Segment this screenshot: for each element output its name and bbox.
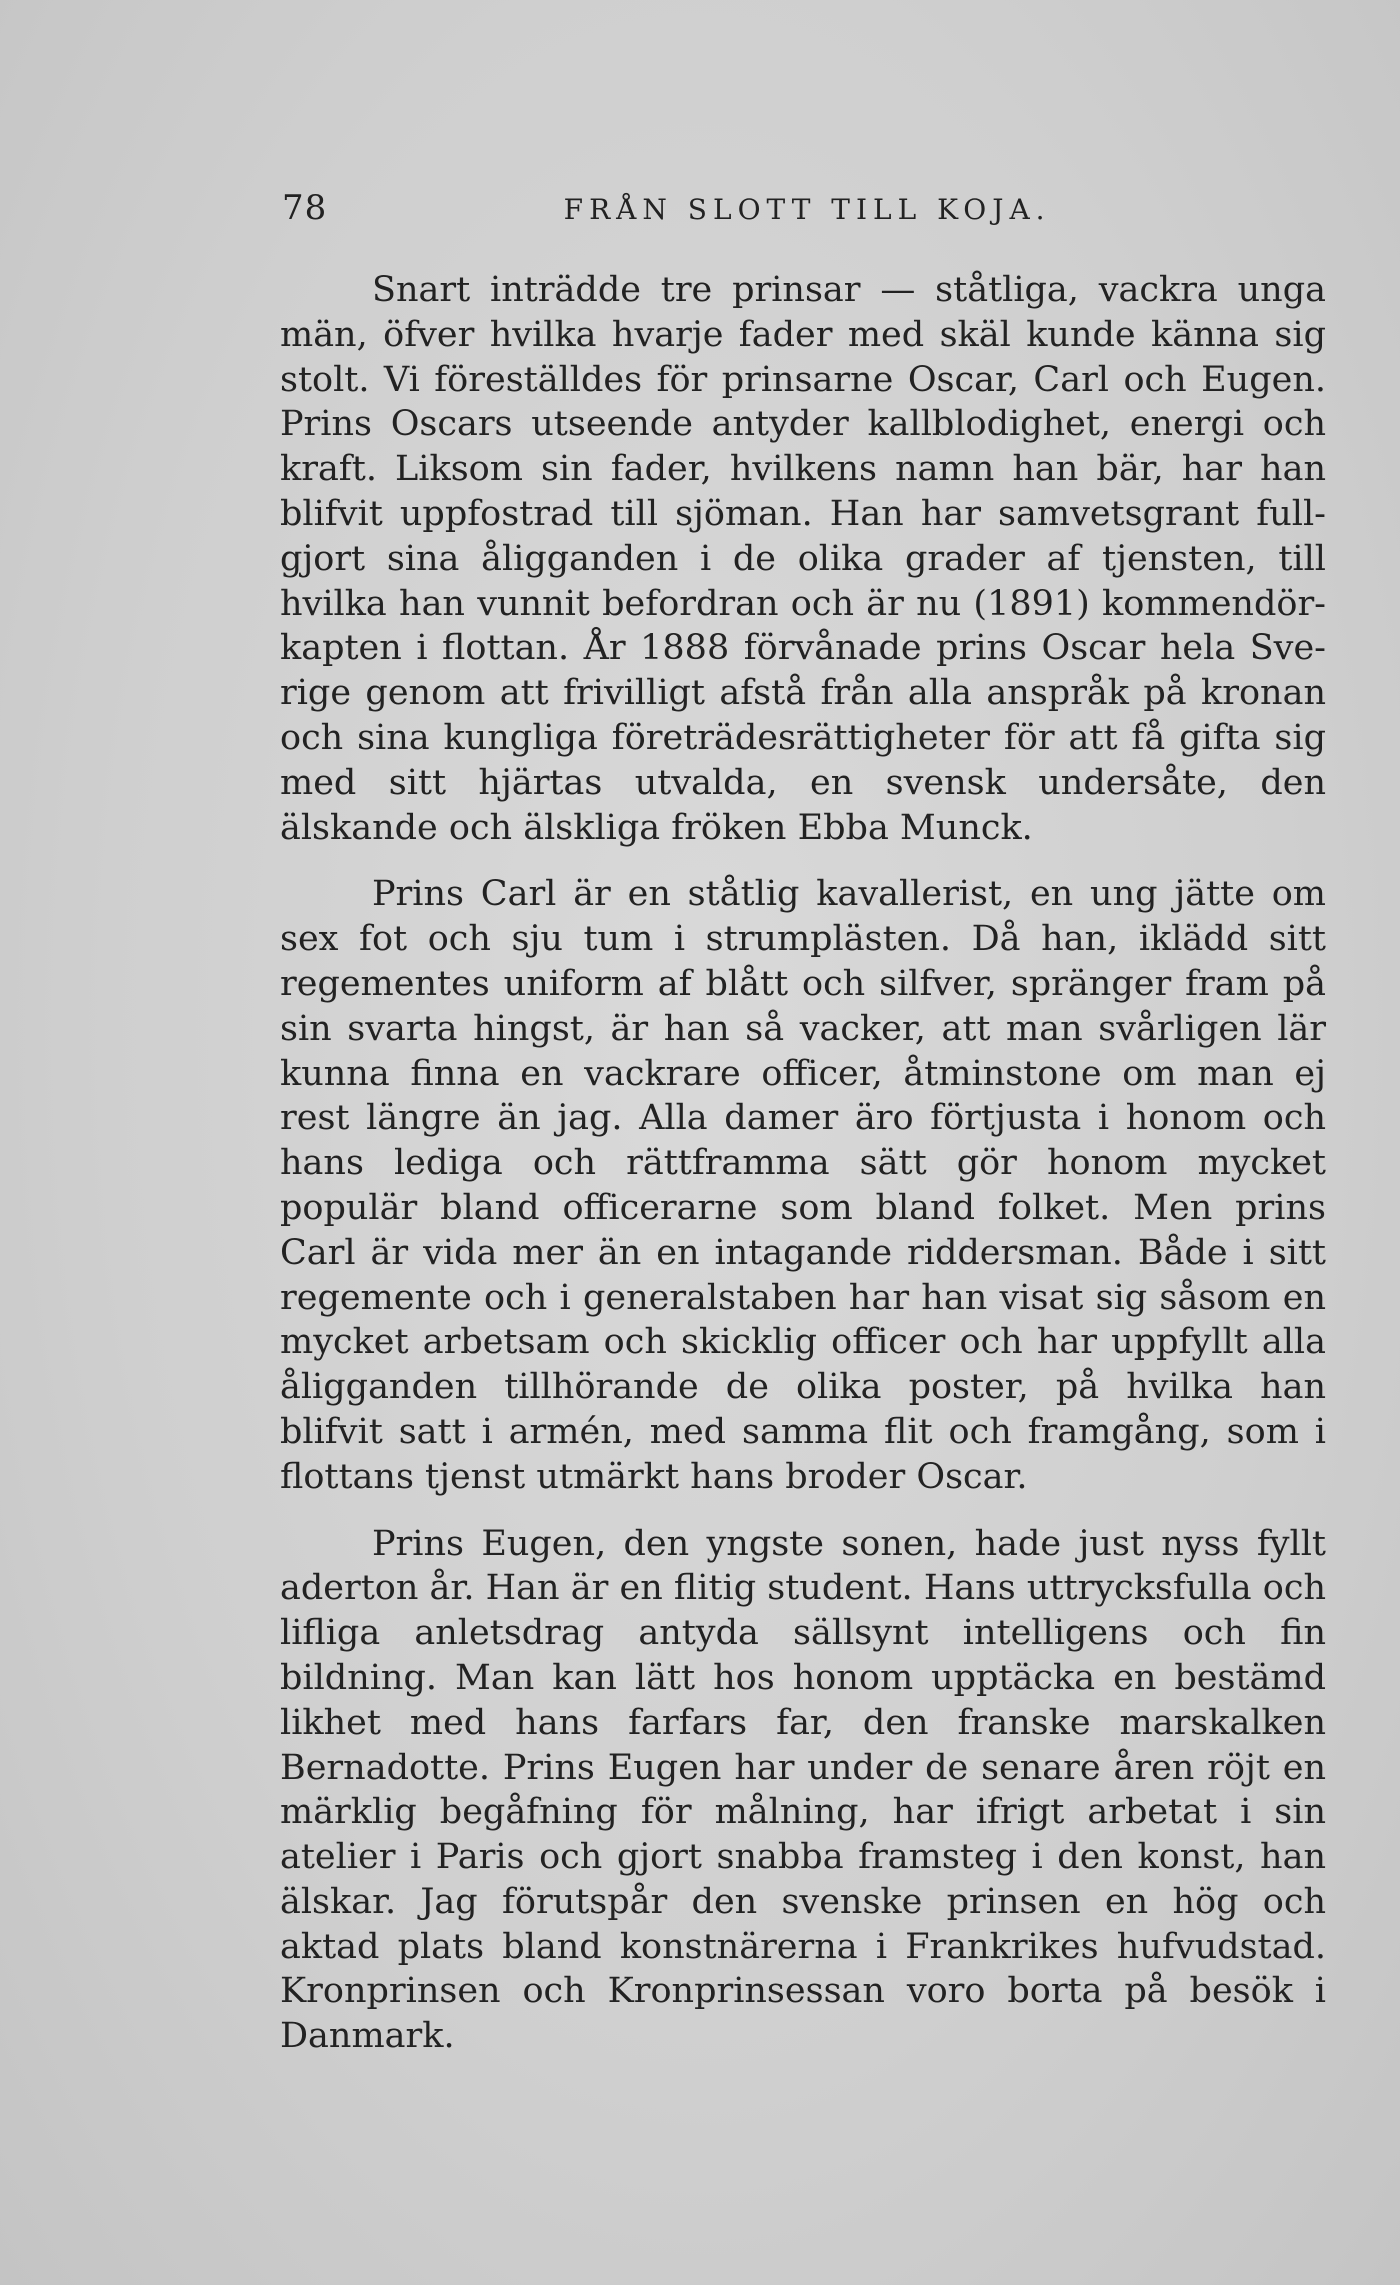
paragraph-princes-intro: Snart inträdde tre prinsar — ståtliga, vackra unga män, öfver hvilka hvarje fader med skäl kunde känna sig stolt. Vi föreställdes för prinsarne Oscar, Carl och Eugen. Prins Oscars utseende antyder kallblodighet, energi och kraft. Liksom sin fader, hvilkens namn han bär, har han blifvit uppfostrad till sjöman. Han har samvetsgrant fullgjort sina åligganden i de olika grader af tjensten, till hvilka han vunnit befordran och är nu (1891) kommendörkapten i flottan. År 1888 förvånade prins Oscar hela Sverige genom att frivilligt afstå från alla anspråk på kronan och sina kungliga företrädesrättigheter för att få gifta sig med sitt hjärtas utvalda, en svensk undersåte, den älskande och älskliga fröken Ebba Munck.: [280, 270, 1326, 848]
paragraph-prince-carl: Prins Carl är en ståtlig kavallerist, en ung jätte om sex fot och sju tum i strumplästen. Då han, iklädd sitt regementes uniform af blått och silfver, spränger fram på sin svarta hingst, är han så vacker, att man svårligen lär kunna finna en vackrare officer, åtminstone om man ej rest längre än jag. Alla damer äro förtjusta i honom och hans lediga och rättframma sätt gör honom mycket populär bland officerarne som bland folket. Men prins Carl är vida mer än en intagande riddersman. Både i sitt regemente och i generalstaben har han visat sig såsom en mycket arbetsam och skicklig officer och har uppfyllt alla åligganden tillhörande de olika poster, på hvilka han blifvit satt i armén, med samma flit och framgång, som i flottans tjenst utmärkt hans broder Oscar.: [280, 874, 1326, 1497]
page-header: [282, 188, 1327, 238]
page-number: 78: [282, 188, 328, 228]
paragraph-prince-eugen: Prins Eugen, den yngste sonen, hade just nyss fyllt aderton år. Han är en flitig student. Hans uttrycksfulla och lifliga anletsdrag antyda sällsynt intelligens och fin bildning. Man kan lätt hos honom upptäcka en bestämd likhet med hans farfars far, den franske marskalken Bernadotte. Prins Eugen har under de senare åren röjt en märklig begåfning för målning, har ifrigt arbetat i sin atelier i Paris och gjort snabba framsteg i den konst, han älskar. Jag förutspår den svenske prinsen en hög och aktad plats bland konstnärerna i Frankrikes hufvudstad. Kronprinsen och Kronprinsessan voro borta på besök i Danmark.: [280, 1523, 1326, 2057]
running-title: FRÅN SLOTT TILL KOJA.: [563, 193, 1051, 226]
body-text: [280, 268, 1326, 2059]
